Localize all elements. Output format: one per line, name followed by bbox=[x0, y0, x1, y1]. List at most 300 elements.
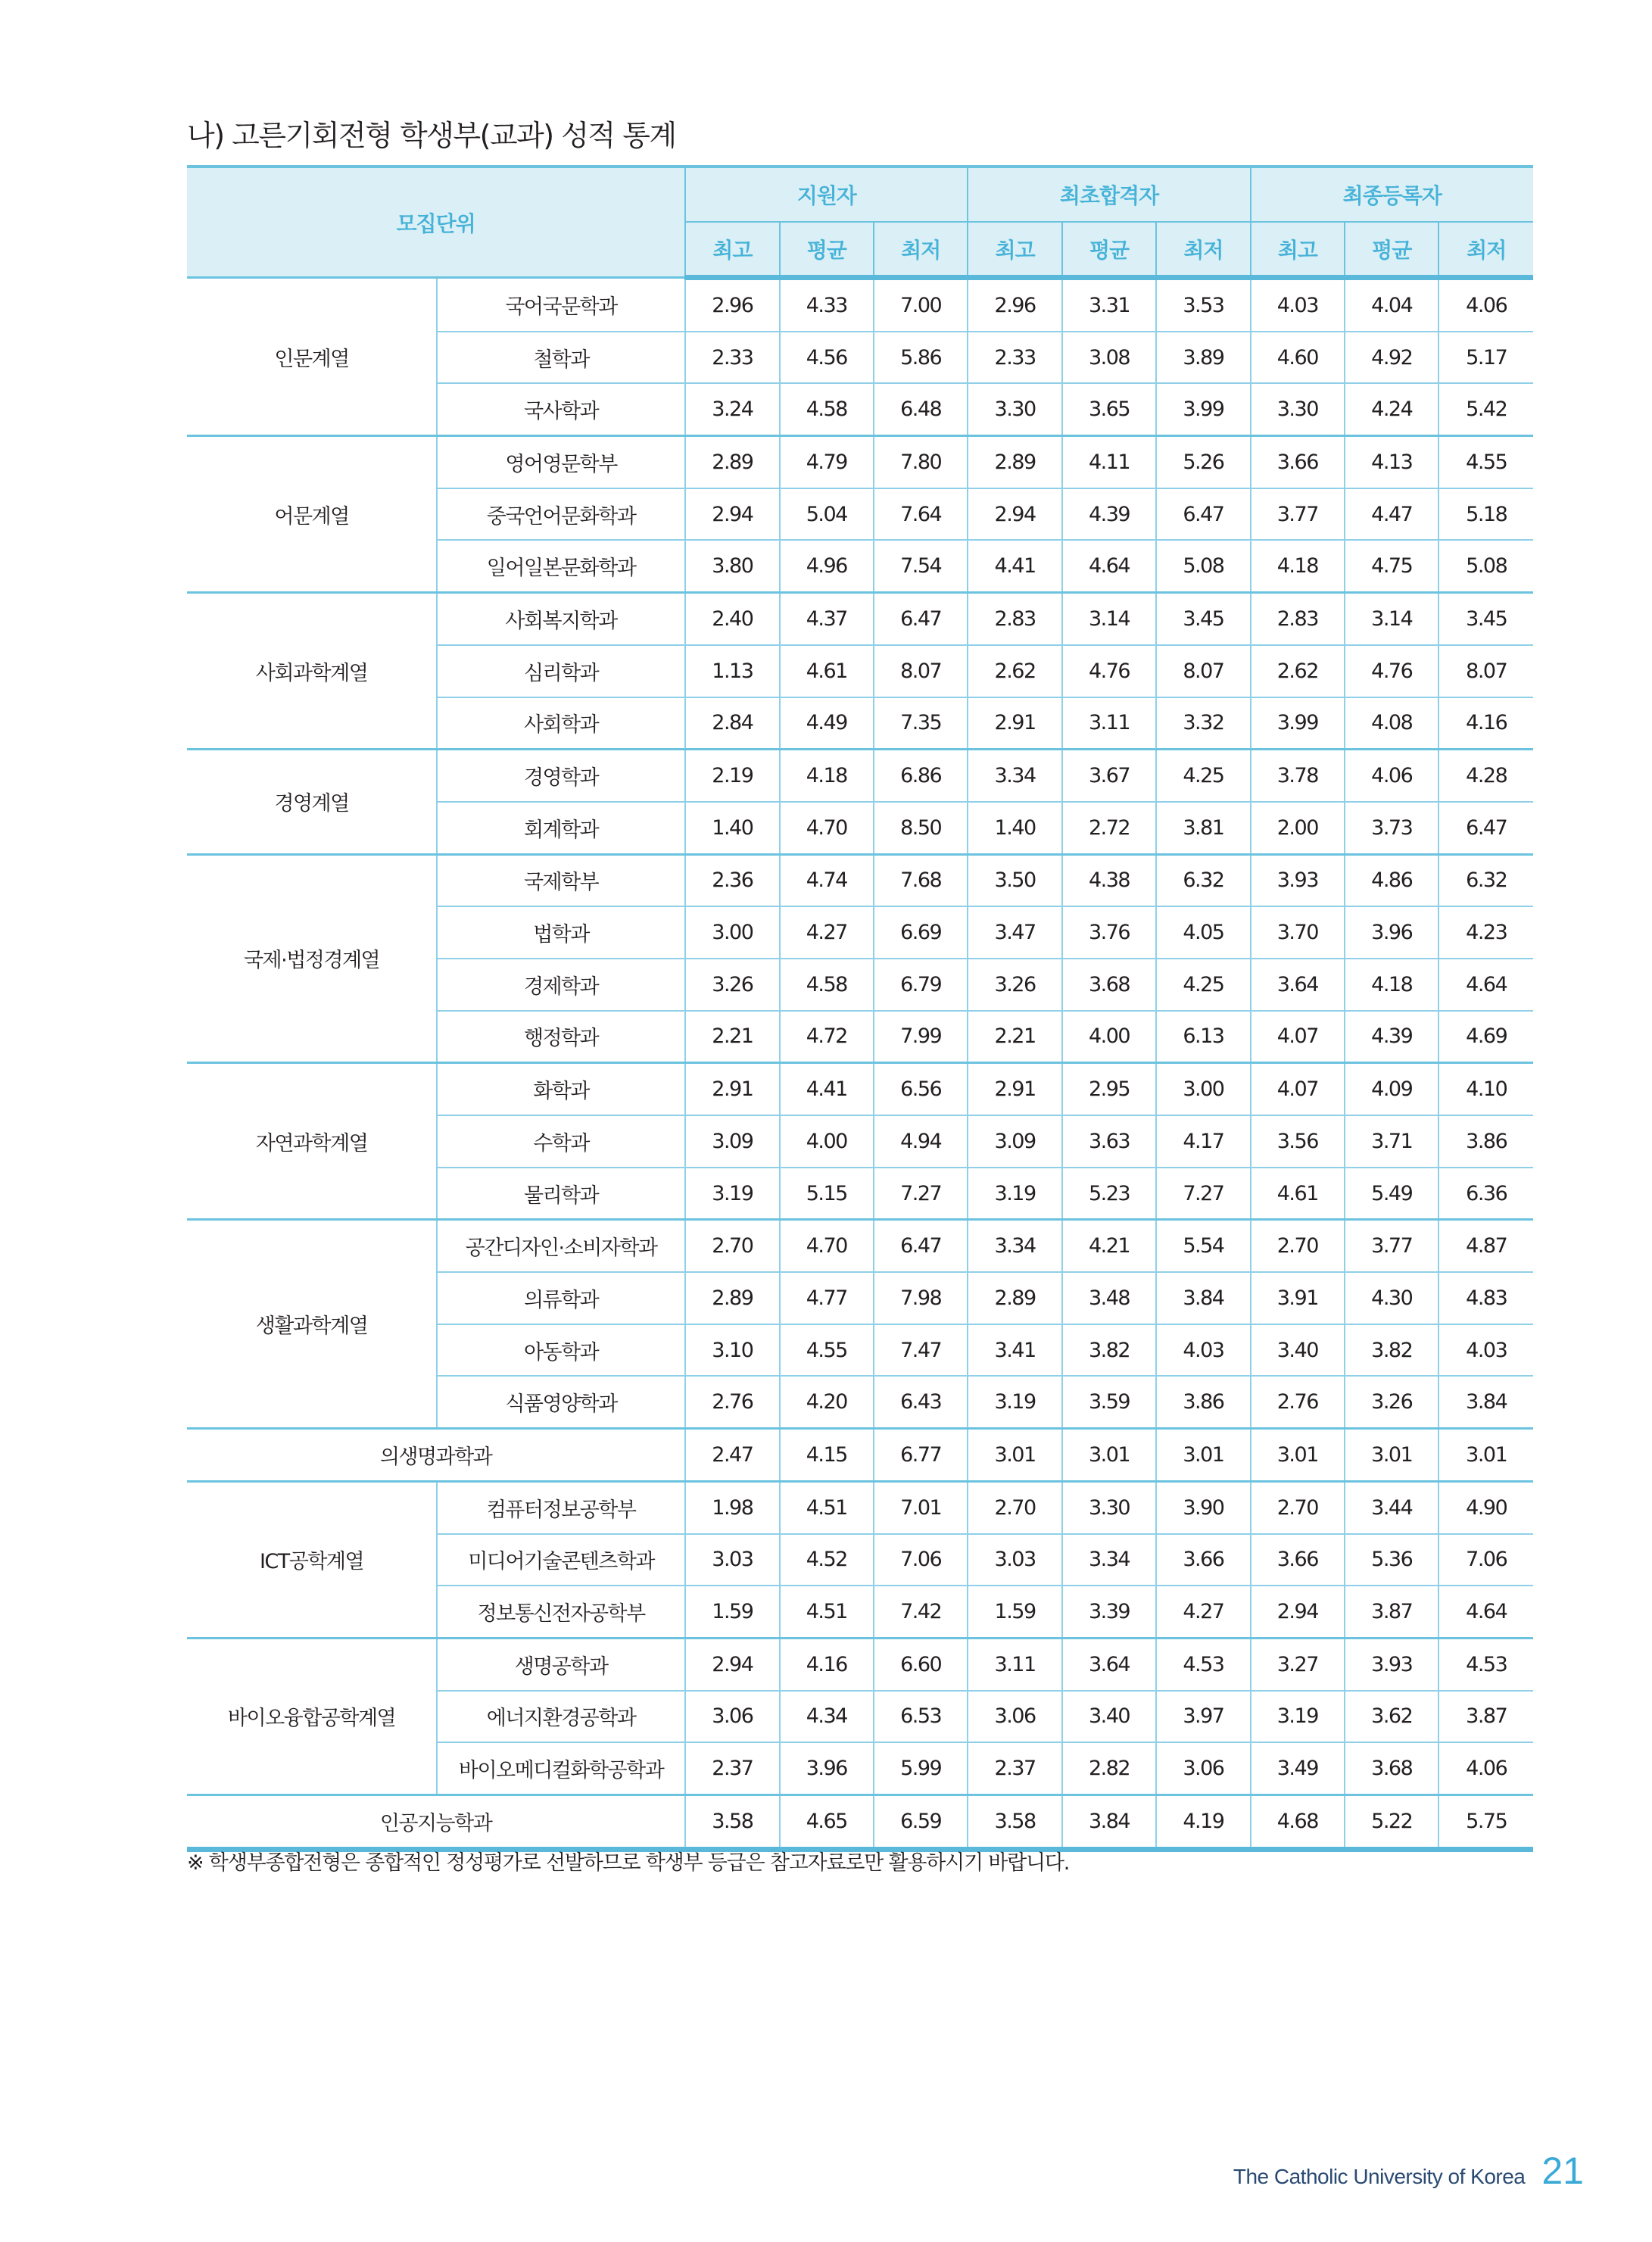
grade-value: 3.62 bbox=[1345, 1691, 1438, 1743]
grade-value: 3.87 bbox=[1438, 1691, 1533, 1743]
grade-value: 4.20 bbox=[780, 1376, 874, 1428]
grade-value: 2.62 bbox=[968, 645, 1061, 697]
department-name: 미디어기술콘텐츠학과 bbox=[437, 1534, 685, 1586]
grade-value: 6.36 bbox=[1438, 1168, 1533, 1220]
grade-value: 3.58 bbox=[685, 1795, 779, 1849]
department-name: 물리학과 bbox=[437, 1168, 685, 1220]
header-final-registered: 최종등록자 bbox=[1251, 167, 1533, 222]
table-row bbox=[187, 278, 1533, 332]
grade-value: 5.22 bbox=[1345, 1795, 1438, 1849]
grade-value: 4.55 bbox=[780, 1324, 874, 1377]
grade-value: 4.16 bbox=[1438, 697, 1533, 750]
grade-value: 4.58 bbox=[780, 959, 874, 1011]
grade-value: 3.30 bbox=[1062, 1481, 1156, 1533]
grade-value: 4.76 bbox=[1345, 645, 1438, 697]
grade-value: 4.51 bbox=[780, 1586, 874, 1638]
grade-value: 3.01 bbox=[1345, 1429, 1438, 1482]
grade-value: 4.60 bbox=[1251, 332, 1345, 384]
grade-value: 4.03 bbox=[1438, 1324, 1533, 1377]
grade-value: 4.18 bbox=[1251, 540, 1345, 592]
grade-value: 4.30 bbox=[1345, 1272, 1438, 1324]
department-name: 공간디자인·소비자학과 bbox=[437, 1220, 685, 1272]
grade-value: 2.62 bbox=[1251, 645, 1345, 697]
grade-value: 4.83 bbox=[1438, 1272, 1533, 1324]
grade-value: 3.09 bbox=[968, 1115, 1061, 1168]
grade-value: 6.48 bbox=[874, 383, 968, 435]
grade-value: 3.03 bbox=[685, 1534, 779, 1586]
grade-value: 3.41 bbox=[968, 1324, 1061, 1377]
grade-value: 2.70 bbox=[685, 1220, 779, 1272]
grade-value: 3.14 bbox=[1062, 593, 1156, 645]
grade-value: 3.44 bbox=[1345, 1481, 1438, 1533]
grade-value: 5.99 bbox=[874, 1742, 968, 1795]
grade-value: 2.91 bbox=[685, 1063, 779, 1115]
department-name: 경영학과 bbox=[437, 750, 685, 802]
department-name: 행정학과 bbox=[437, 1011, 685, 1063]
grade-value: 5.15 bbox=[780, 1168, 874, 1220]
header-initial-admitted: 최초합격자 bbox=[968, 167, 1250, 222]
grade-value: 3.82 bbox=[1345, 1324, 1438, 1377]
subheader-max: 최고 bbox=[968, 222, 1061, 278]
grade-value: 4.55 bbox=[1438, 436, 1533, 488]
grade-value: 4.05 bbox=[1156, 906, 1250, 959]
field-group-name: 사회과학계열 bbox=[187, 593, 437, 750]
grade-value: 3.03 bbox=[968, 1534, 1061, 1586]
grade-value: 4.16 bbox=[780, 1638, 874, 1690]
grade-value: 3.80 bbox=[685, 540, 779, 592]
department-name: 영어영문학부 bbox=[437, 436, 685, 488]
grade-value: 4.53 bbox=[1156, 1638, 1250, 1690]
department-name: 회계학과 bbox=[437, 802, 685, 854]
grade-value: 3.27 bbox=[1251, 1638, 1345, 1690]
grade-value: 3.19 bbox=[968, 1168, 1061, 1220]
grade-value: 4.27 bbox=[780, 906, 874, 959]
table-row bbox=[187, 1220, 1533, 1272]
grade-value: 5.54 bbox=[1156, 1220, 1250, 1272]
grade-value: 2.83 bbox=[968, 593, 1061, 645]
grade-value: 5.23 bbox=[1062, 1168, 1156, 1220]
grade-value: 3.87 bbox=[1345, 1586, 1438, 1638]
grade-value: 3.56 bbox=[1251, 1115, 1345, 1168]
grade-value: 8.07 bbox=[874, 645, 968, 697]
department-name: 법학과 bbox=[437, 906, 685, 959]
grade-value: 4.75 bbox=[1345, 540, 1438, 592]
grade-value: 5.42 bbox=[1438, 383, 1533, 435]
department-name: 화학과 bbox=[437, 1063, 685, 1115]
grade-value: 4.64 bbox=[1062, 540, 1156, 592]
department-name: 국사학과 bbox=[437, 383, 685, 435]
grade-value: 4.03 bbox=[1156, 1324, 1250, 1377]
grade-value: 6.56 bbox=[874, 1063, 968, 1115]
grade-value: 3.19 bbox=[1251, 1691, 1345, 1743]
grade-value: 7.01 bbox=[874, 1481, 968, 1533]
grade-value: 3.96 bbox=[780, 1742, 874, 1795]
grade-value: 3.78 bbox=[1251, 750, 1345, 802]
grade-value: 6.47 bbox=[1438, 802, 1533, 854]
grade-value: 4.39 bbox=[1345, 1011, 1438, 1063]
table-body bbox=[187, 278, 1533, 1850]
grade-value: 3.19 bbox=[968, 1376, 1061, 1428]
grade-value: 2.84 bbox=[685, 697, 779, 750]
grade-value: 3.26 bbox=[1345, 1376, 1438, 1428]
grade-value: 3.48 bbox=[1062, 1272, 1156, 1324]
subheader-min: 최저 bbox=[874, 222, 968, 278]
header-recruitment-unit: 모집단위 bbox=[187, 167, 685, 278]
grade-value: 1.59 bbox=[968, 1586, 1061, 1638]
grade-value: 7.27 bbox=[874, 1168, 968, 1220]
grade-value: 3.31 bbox=[1062, 278, 1156, 332]
grade-value: 3.06 bbox=[685, 1691, 779, 1743]
field-group-name: ICT공학계열 bbox=[187, 1481, 437, 1638]
grade-value: 3.01 bbox=[1156, 1429, 1250, 1482]
grade-value: 3.01 bbox=[1062, 1429, 1156, 1482]
department-name: 컴퓨터정보공학부 bbox=[437, 1481, 685, 1533]
department-name: 중국언어문화학과 bbox=[437, 488, 685, 541]
grade-value: 3.81 bbox=[1156, 802, 1250, 854]
grade-value: 5.17 bbox=[1438, 332, 1533, 384]
grade-value: 2.40 bbox=[685, 593, 779, 645]
university-name: The Catholic University of Korea bbox=[1233, 2165, 1526, 2188]
grade-value: 5.36 bbox=[1345, 1534, 1438, 1586]
grade-value: 4.37 bbox=[780, 593, 874, 645]
grade-value: 4.13 bbox=[1345, 436, 1438, 488]
grade-value: 6.47 bbox=[874, 1220, 968, 1272]
grade-value: 7.68 bbox=[874, 854, 968, 906]
grade-value: 3.58 bbox=[968, 1795, 1061, 1849]
grade-value: 6.32 bbox=[1156, 854, 1250, 906]
grade-value: 3.11 bbox=[1062, 697, 1156, 750]
grade-value: 7.00 bbox=[874, 278, 968, 332]
grade-value: 2.37 bbox=[968, 1742, 1061, 1795]
department-name: 인공지능학과 bbox=[187, 1795, 685, 1849]
grade-value: 5.86 bbox=[874, 332, 968, 384]
grade-value: 4.17 bbox=[1156, 1115, 1250, 1168]
grade-value: 3.24 bbox=[685, 383, 779, 435]
grade-value: 1.40 bbox=[968, 802, 1061, 854]
grade-value: 6.43 bbox=[874, 1376, 968, 1428]
subheader-min: 최저 bbox=[1156, 222, 1250, 278]
grade-value: 3.39 bbox=[1062, 1586, 1156, 1638]
grade-value: 3.77 bbox=[1345, 1220, 1438, 1272]
grade-value: 2.96 bbox=[968, 278, 1061, 332]
grade-value: 7.98 bbox=[874, 1272, 968, 1324]
grade-value: 3.84 bbox=[1062, 1795, 1156, 1849]
grade-statistics-table bbox=[187, 165, 1533, 1852]
grade-value: 4.06 bbox=[1438, 278, 1533, 332]
grade-value: 4.52 bbox=[780, 1534, 874, 1586]
grade-value: 3.10 bbox=[685, 1324, 779, 1377]
grade-value: 3.32 bbox=[1156, 697, 1250, 750]
grade-value: 3.06 bbox=[1156, 1742, 1250, 1795]
grade-value: 3.84 bbox=[1438, 1376, 1533, 1428]
grade-value: 7.64 bbox=[874, 488, 968, 541]
grade-value: 3.01 bbox=[1438, 1429, 1533, 1482]
field-group-name: 생활과학계열 bbox=[187, 1220, 437, 1429]
field-group-name: 국제·법정경계열 bbox=[187, 854, 437, 1063]
grade-value: 8.50 bbox=[874, 802, 968, 854]
grade-value: 1.59 bbox=[685, 1586, 779, 1638]
grade-value: 2.70 bbox=[1251, 1220, 1345, 1272]
grade-value: 6.13 bbox=[1156, 1011, 1250, 1063]
grade-value: 2.94 bbox=[1251, 1586, 1345, 1638]
grade-value: 2.89 bbox=[968, 1272, 1061, 1324]
grade-value: 4.41 bbox=[780, 1063, 874, 1115]
grade-value: 4.56 bbox=[780, 332, 874, 384]
grade-value: 4.04 bbox=[1345, 278, 1438, 332]
grade-value: 2.76 bbox=[685, 1376, 779, 1428]
grade-value: 4.47 bbox=[1345, 488, 1438, 541]
grade-value: 6.86 bbox=[874, 750, 968, 802]
grade-value: 6.53 bbox=[874, 1691, 968, 1743]
grade-value: 3.40 bbox=[1062, 1691, 1156, 1743]
field-group-name: 자연과학계열 bbox=[187, 1063, 437, 1220]
grade-value: 7.54 bbox=[874, 540, 968, 592]
grade-value: 4.86 bbox=[1345, 854, 1438, 906]
department-name: 아동학과 bbox=[437, 1324, 685, 1377]
department-name: 사회학과 bbox=[437, 697, 685, 750]
grade-value: 4.94 bbox=[874, 1115, 968, 1168]
grade-value: 4.08 bbox=[1345, 697, 1438, 750]
grade-value: 2.91 bbox=[968, 697, 1061, 750]
grade-value: 3.59 bbox=[1062, 1376, 1156, 1428]
grade-value: 4.79 bbox=[780, 436, 874, 488]
grade-value: 4.33 bbox=[780, 278, 874, 332]
grade-value: 2.33 bbox=[685, 332, 779, 384]
grade-value: 3.01 bbox=[968, 1429, 1061, 1482]
grade-value: 3.00 bbox=[685, 906, 779, 959]
grade-value: 4.38 bbox=[1062, 854, 1156, 906]
grade-value: 7.47 bbox=[874, 1324, 968, 1377]
subheader-max: 최고 bbox=[685, 222, 779, 278]
grade-value: 3.84 bbox=[1156, 1272, 1250, 1324]
grade-value: 3.34 bbox=[968, 1220, 1061, 1272]
grade-value: 4.03 bbox=[1251, 278, 1345, 332]
grade-value: 2.19 bbox=[685, 750, 779, 802]
grade-value: 4.87 bbox=[1438, 1220, 1533, 1272]
header-applicants: 지원자 bbox=[685, 167, 968, 222]
grade-value: 2.36 bbox=[685, 854, 779, 906]
department-name: 일어일본문화학과 bbox=[437, 540, 685, 592]
grade-value: 4.15 bbox=[780, 1429, 874, 1482]
department-name: 사회복지학과 bbox=[437, 593, 685, 645]
grade-value: 6.77 bbox=[874, 1429, 968, 1482]
grade-value: 3.99 bbox=[1156, 383, 1250, 435]
field-group-name: 경영계열 bbox=[187, 750, 437, 854]
department-name: 에너지환경공학과 bbox=[437, 1691, 685, 1743]
grade-value: 4.18 bbox=[1345, 959, 1438, 1011]
grade-value: 3.68 bbox=[1345, 1742, 1438, 1795]
grade-value: 3.06 bbox=[968, 1691, 1061, 1743]
grade-value: 3.99 bbox=[1251, 697, 1345, 750]
grade-value: 3.47 bbox=[968, 906, 1061, 959]
grade-value: 4.23 bbox=[1438, 906, 1533, 959]
grade-value: 4.96 bbox=[780, 540, 874, 592]
grade-value: 4.92 bbox=[1345, 332, 1438, 384]
grade-value: 4.76 bbox=[1062, 645, 1156, 697]
field-group-name: 어문계열 bbox=[187, 436, 437, 593]
grade-value: 4.11 bbox=[1062, 436, 1156, 488]
grade-value: 2.47 bbox=[685, 1429, 779, 1482]
grade-value: 3.65 bbox=[1062, 383, 1156, 435]
grade-value: 3.93 bbox=[1251, 854, 1345, 906]
field-group-name: 인문계열 bbox=[187, 278, 437, 436]
grade-value: 3.86 bbox=[1156, 1376, 1250, 1428]
grade-value: 3.30 bbox=[1251, 383, 1345, 435]
table-row bbox=[187, 1638, 1533, 1690]
grade-value: 2.21 bbox=[685, 1011, 779, 1063]
grade-value: 3.93 bbox=[1345, 1638, 1438, 1690]
grade-value: 5.08 bbox=[1156, 540, 1250, 592]
grade-value: 5.18 bbox=[1438, 488, 1533, 541]
grade-value: 6.32 bbox=[1438, 854, 1533, 906]
grade-value: 4.49 bbox=[780, 697, 874, 750]
grade-value: 1.98 bbox=[685, 1481, 779, 1533]
department-name: 의생명과학과 bbox=[187, 1429, 685, 1482]
grade-value: 4.00 bbox=[1062, 1011, 1156, 1063]
grade-value: 3.70 bbox=[1251, 906, 1345, 959]
table-row bbox=[187, 1481, 1533, 1533]
grade-value: 3.26 bbox=[685, 959, 779, 1011]
grade-value: 4.74 bbox=[780, 854, 874, 906]
grade-value: 4.70 bbox=[780, 802, 874, 854]
grade-value: 3.77 bbox=[1251, 488, 1345, 541]
grade-value: 3.67 bbox=[1062, 750, 1156, 802]
grade-value: 3.73 bbox=[1345, 802, 1438, 854]
grade-value: 3.00 bbox=[1156, 1063, 1250, 1115]
grade-value: 4.51 bbox=[780, 1481, 874, 1533]
grade-value: 3.90 bbox=[1156, 1481, 1250, 1533]
grade-value: 4.24 bbox=[1345, 383, 1438, 435]
grade-value: 3.45 bbox=[1438, 593, 1533, 645]
department-name: 국제학부 bbox=[437, 854, 685, 906]
department-name: 바이오메디컬화학공학과 bbox=[437, 1742, 685, 1795]
grade-value: 3.11 bbox=[968, 1638, 1061, 1690]
grade-value: 4.07 bbox=[1251, 1011, 1345, 1063]
grade-value: 4.25 bbox=[1156, 959, 1250, 1011]
grade-value: 5.26 bbox=[1156, 436, 1250, 488]
table-row bbox=[187, 1795, 1533, 1849]
grade-value: 2.76 bbox=[1251, 1376, 1345, 1428]
grade-value: 3.76 bbox=[1062, 906, 1156, 959]
grade-value: 4.61 bbox=[1251, 1168, 1345, 1220]
grade-value: 4.00 bbox=[780, 1115, 874, 1168]
grade-value: 4.61 bbox=[780, 645, 874, 697]
department-name: 철학과 bbox=[437, 332, 685, 384]
grade-value: 7.35 bbox=[874, 697, 968, 750]
grade-value: 3.86 bbox=[1438, 1115, 1533, 1168]
grade-value: 4.27 bbox=[1156, 1586, 1250, 1638]
grade-value: 7.99 bbox=[874, 1011, 968, 1063]
grade-value: 3.50 bbox=[968, 854, 1061, 906]
grade-value: 5.04 bbox=[780, 488, 874, 541]
grade-value: 7.06 bbox=[1438, 1534, 1533, 1586]
table-row bbox=[187, 436, 1533, 488]
grade-value: 2.70 bbox=[968, 1481, 1061, 1533]
grade-value: 4.19 bbox=[1156, 1795, 1250, 1849]
grade-value: 1.40 bbox=[685, 802, 779, 854]
grade-value: 6.79 bbox=[874, 959, 968, 1011]
grade-value: 2.00 bbox=[1251, 802, 1345, 854]
grade-value: 3.89 bbox=[1156, 332, 1250, 384]
grade-value: 3.30 bbox=[968, 383, 1061, 435]
grade-value: 4.06 bbox=[1345, 750, 1438, 802]
grade-value: 2.89 bbox=[685, 436, 779, 488]
grade-value: 4.64 bbox=[1438, 959, 1533, 1011]
department-name: 생명공학과 bbox=[437, 1638, 685, 1690]
grade-value: 3.97 bbox=[1156, 1691, 1250, 1743]
grade-value: 8.07 bbox=[1156, 645, 1250, 697]
grade-value: 3.71 bbox=[1345, 1115, 1438, 1168]
grade-value: 3.64 bbox=[1251, 959, 1345, 1011]
grade-value: 2.91 bbox=[968, 1063, 1061, 1115]
grade-value: 2.89 bbox=[968, 436, 1061, 488]
grade-value: 5.08 bbox=[1438, 540, 1533, 592]
subheader-min: 최저 bbox=[1438, 222, 1533, 278]
department-name: 수학과 bbox=[437, 1115, 685, 1168]
subheader-avg: 평균 bbox=[1345, 222, 1438, 278]
grade-value: 3.64 bbox=[1062, 1638, 1156, 1690]
grade-value: 6.47 bbox=[1156, 488, 1250, 541]
grade-value: 4.70 bbox=[780, 1220, 874, 1272]
grade-value: 3.82 bbox=[1062, 1324, 1156, 1377]
grade-value: 5.75 bbox=[1438, 1795, 1533, 1849]
grade-value: 4.07 bbox=[1251, 1063, 1345, 1115]
grade-value: 3.34 bbox=[1062, 1534, 1156, 1586]
grade-value: 4.39 bbox=[1062, 488, 1156, 541]
grade-value: 7.80 bbox=[874, 436, 968, 488]
grade-value: 4.18 bbox=[780, 750, 874, 802]
grade-value: 4.77 bbox=[780, 1272, 874, 1324]
grade-value: 3.63 bbox=[1062, 1115, 1156, 1168]
grade-value: 4.09 bbox=[1345, 1063, 1438, 1115]
grade-value: 3.66 bbox=[1251, 436, 1345, 488]
section-title: 나) 고른기회전형 학생부(교과) 성적 통계 bbox=[187, 119, 676, 152]
grade-value: 3.91 bbox=[1251, 1272, 1345, 1324]
department-name: 심리학과 bbox=[437, 645, 685, 697]
table-row bbox=[187, 1063, 1533, 1115]
page-number: 21 bbox=[1541, 2150, 1584, 2192]
grade-value: 3.96 bbox=[1345, 906, 1438, 959]
footnote: ※ 학생부종합전형은 종합적인 정성평가로 선발하므로 학생부 등급은 참고자료로만 활용하시기 바랍니다. bbox=[187, 1851, 1070, 1875]
grade-value: 2.37 bbox=[685, 1742, 779, 1795]
grade-value: 3.01 bbox=[1251, 1429, 1345, 1482]
grade-value: 7.42 bbox=[874, 1586, 968, 1638]
grade-value: 2.82 bbox=[1062, 1742, 1156, 1795]
grade-value: 6.60 bbox=[874, 1638, 968, 1690]
grade-value: 2.96 bbox=[685, 278, 779, 332]
grade-value: 4.41 bbox=[968, 540, 1061, 592]
table-row bbox=[187, 750, 1533, 802]
subheader-avg: 평균 bbox=[1062, 222, 1156, 278]
grade-value: 4.53 bbox=[1438, 1638, 1533, 1690]
grade-value: 2.94 bbox=[968, 488, 1061, 541]
grade-value: 3.53 bbox=[1156, 278, 1250, 332]
grade-value: 3.14 bbox=[1345, 593, 1438, 645]
page-footer bbox=[1233, 2149, 1584, 2193]
grade-value: 6.47 bbox=[874, 593, 968, 645]
department-name: 경제학과 bbox=[437, 959, 685, 1011]
grade-value: 4.68 bbox=[1251, 1795, 1345, 1849]
grade-value: 4.65 bbox=[780, 1795, 874, 1849]
grade-value: 4.58 bbox=[780, 383, 874, 435]
grade-value: 3.66 bbox=[1156, 1534, 1250, 1586]
grade-value: 2.21 bbox=[968, 1011, 1061, 1063]
field-group-name: 바이오융합공학계열 bbox=[187, 1638, 437, 1795]
grade-value: 2.95 bbox=[1062, 1063, 1156, 1115]
grade-value: 7.06 bbox=[874, 1534, 968, 1586]
department-name: 국어국문학과 bbox=[437, 278, 685, 332]
grade-value: 4.06 bbox=[1438, 1742, 1533, 1795]
